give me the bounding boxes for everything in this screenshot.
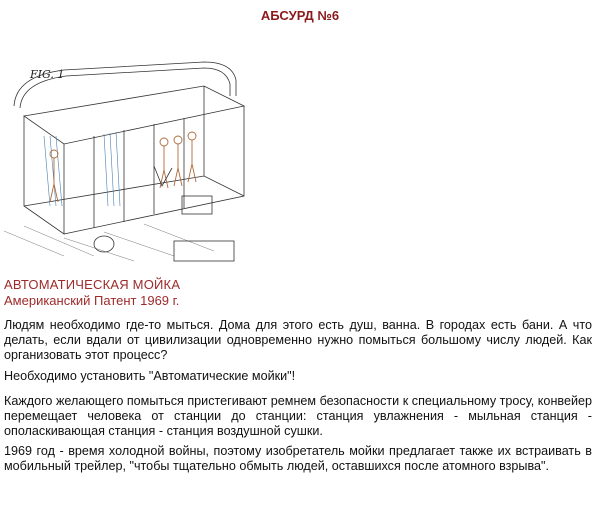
figure-label: FIG. 1 — [30, 68, 65, 81]
paragraph-3: Каждого желающего помыться пристегивают ремнем безопасности к специальному тросу, конвейер перемещает человека от станции до станции: станция увлажнения - мыльная станция - ополаскивающая станция - станция воздушной сушки. — [4, 394, 592, 438]
article-subheading: Американский Патент 1969 г. — [4, 293, 180, 308]
paragraph-1: Людям необходимо где-то мыться. Дома для этого есть душ, ванна. В городах есть бани. А что делать, если вдали от цивилизации одновременно нужно помыться большому числу людей. Как организовать этот процесс? — [4, 318, 592, 362]
page-title: АБСУРД №6 — [260, 8, 340, 23]
patent-figure — [4, 56, 254, 271]
article-heading: АВТОМАТИЧЕСКАЯ МОЙКА — [4, 277, 181, 292]
paragraph-2: Необходимо установить "Автоматические мойки"! — [4, 369, 296, 383]
paragraph-4: 1969 год - время холодной войны, поэтому изобретатель мойки предлагает также их встраивать в мобильный трейлер, "чтобы тщательно обмыть людей, оставшихся после атомного взрыва". — [4, 444, 592, 473]
